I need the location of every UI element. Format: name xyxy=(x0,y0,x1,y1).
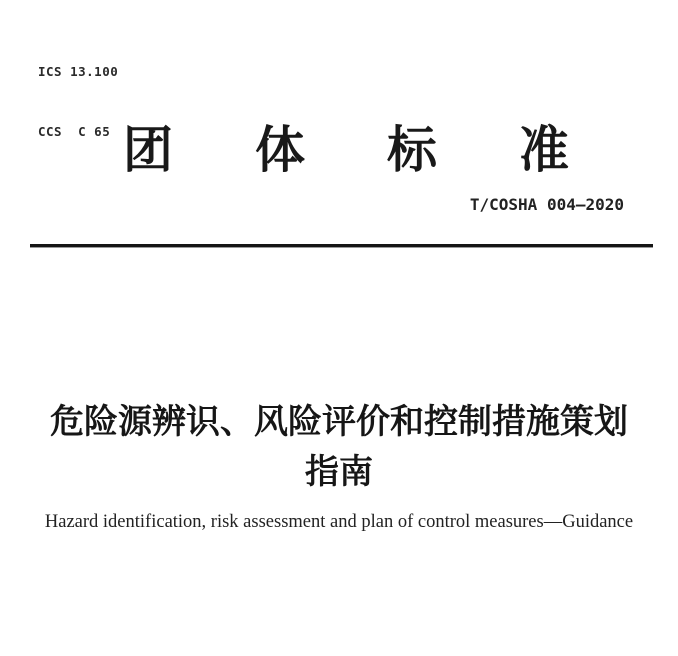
standard-type-char: 团 xyxy=(123,122,173,178)
document-title-line2: 指南 xyxy=(305,453,373,491)
document-title-line1: 危险源辨识、风险评价和控制措施策划 xyxy=(50,403,628,441)
document-title-en: Hazard identification, risk assessment and plan of control measures—Guidance xyxy=(44,512,634,532)
ics-code: ICS 13.100 xyxy=(38,64,119,79)
ccs-code: CCS C 65 xyxy=(38,124,111,139)
standard-number: T/COSHA 004—2020 xyxy=(469,195,624,214)
document-title-zh xyxy=(0,397,678,497)
standard-type-char: 标 xyxy=(387,122,437,178)
header-divider xyxy=(30,244,653,248)
classification-codes xyxy=(38,22,118,182)
standard-type-char: 准 xyxy=(519,122,569,178)
standard-type-char: 体 xyxy=(255,122,305,178)
standard-type-title xyxy=(123,122,569,178)
